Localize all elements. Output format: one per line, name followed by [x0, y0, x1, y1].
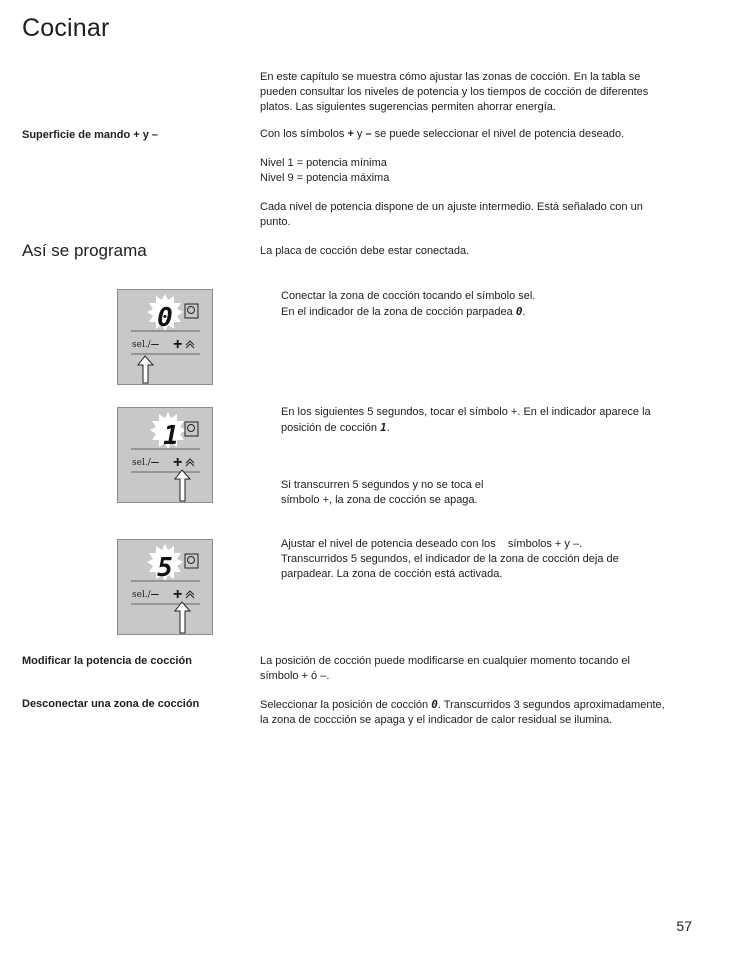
text: La posición de cocción puede modificarse en cualquier momento tocando el: [260, 655, 630, 667]
desconectar-label: Desconectar una zona de cocción: [22, 698, 200, 710]
superficie-text: [260, 127, 700, 142]
desconectar-text: [260, 697, 700, 728]
text: [281, 304, 701, 320]
text: la zona de coccción se apaga y el indicador de calor residual se ilumina.: [260, 714, 613, 726]
display-digit: 5: [157, 553, 173, 583]
double-chevron-up-icon: [186, 341, 194, 348]
control-panel-step3: [117, 539, 213, 635]
minus-symbol: –: [365, 128, 372, 140]
control-panel-drawing: [118, 408, 214, 504]
text: [281, 420, 701, 436]
double-chevron-up-icon: [186, 591, 194, 598]
text: .: [386, 422, 390, 434]
niveles: [260, 156, 700, 186]
intro-paragraph: [260, 70, 700, 115]
plus-symbol: +: [347, 128, 354, 140]
modificar-label: Modificar la potencia de cocción: [22, 655, 192, 667]
finger-arrow-icon: [175, 470, 190, 501]
control-panel-step2: [117, 407, 213, 503]
finger-arrow-icon: [138, 356, 153, 383]
control-panel-drawing: [118, 290, 214, 386]
text: Seleccionar la posición de cocción: [260, 699, 432, 711]
control-panel-drawing: [118, 540, 214, 636]
page-title: Cocinar: [22, 14, 110, 42]
double-chevron-up-icon: [186, 459, 194, 466]
modificar-text: [260, 654, 700, 684]
sel-label: sel./: [132, 340, 151, 350]
display-symbol: 0: [515, 305, 523, 318]
text: símbolo + ó –.: [260, 670, 330, 682]
display-symbol: 0: [431, 698, 438, 711]
text: posición de cocción: [281, 422, 381, 434]
text: Si transcurren 5 segundos y no se toca el: [281, 479, 484, 491]
text: En el indicador de la zona de cocción parpadea: [281, 306, 516, 318]
text: Ajustar el nivel de potencia deseado con los símbolos + y –.: [281, 538, 583, 550]
nivel-max: Nivel 9 = potencia máxima: [260, 172, 390, 184]
finger-arrow-icon: [175, 602, 190, 633]
plus-key: +: [173, 336, 183, 353]
plus-key: +: [173, 454, 183, 471]
text: [260, 697, 700, 713]
text: Transcurridos 5 segundos, el indicador de la zona de cocción deja de: [281, 553, 619, 565]
section-heading: Así se programa: [22, 241, 147, 260]
plus-key: +: [173, 586, 183, 603]
text: Conectar la zona de cocción tocando el símbolo sel.: [281, 290, 536, 302]
nivel-min: Nivel 1 = potencia mínima: [260, 157, 387, 169]
superficie-label: Superficie de mando + y –: [22, 129, 159, 141]
text: se puede seleccionar el nivel de potencia deseado.: [371, 128, 625, 140]
text: símbolo +, la zona de cocción se apaga.: [281, 494, 478, 506]
text: .: [522, 306, 526, 318]
intro-line: En este capítulo se muestra cómo ajustar las zonas de cocción. En la tabla se: [260, 71, 641, 83]
text: En los siguientes 5 segundos, tocar el símbolo +. En el indicador aparece la: [281, 406, 651, 418]
text: parpadear. La zona de cocción está activada.: [281, 568, 503, 580]
step1-text: [281, 289, 701, 320]
text: . Transcurridos 3 segundos aproximadamente,: [437, 699, 665, 711]
sel-label: sel./: [132, 458, 151, 468]
text: Con los símbolos: [260, 128, 348, 140]
step3-text: [281, 537, 701, 582]
text: y: [353, 128, 366, 140]
intro-line: pueden consultar los niveles de potencia y los tiempos de cocción de diferentes: [260, 86, 649, 98]
step2-note: [281, 478, 701, 508]
connected-text: La placa de cocción debe estar conectada.: [260, 245, 470, 257]
text: Cada nivel de potencia dispone de un ajuste intermedio. Está señalado con un: [260, 201, 643, 213]
step2-text: [281, 405, 701, 436]
minus-key: –: [151, 585, 159, 601]
page-number: 57: [676, 918, 692, 934]
text: punto.: [260, 216, 291, 228]
control-panel-step1: [117, 289, 213, 385]
display-digit: 1: [163, 421, 179, 451]
cada-nivel-text: [260, 200, 700, 230]
display-digit: 0: [157, 303, 173, 333]
minus-key: –: [151, 453, 159, 469]
intro-line: platos. Las siguientes sugerencias permiten ahorrar energía.: [260, 101, 556, 113]
sel-label: sel./: [132, 590, 151, 600]
minus-key: –: [151, 335, 159, 351]
display-symbol: 1: [380, 421, 387, 434]
